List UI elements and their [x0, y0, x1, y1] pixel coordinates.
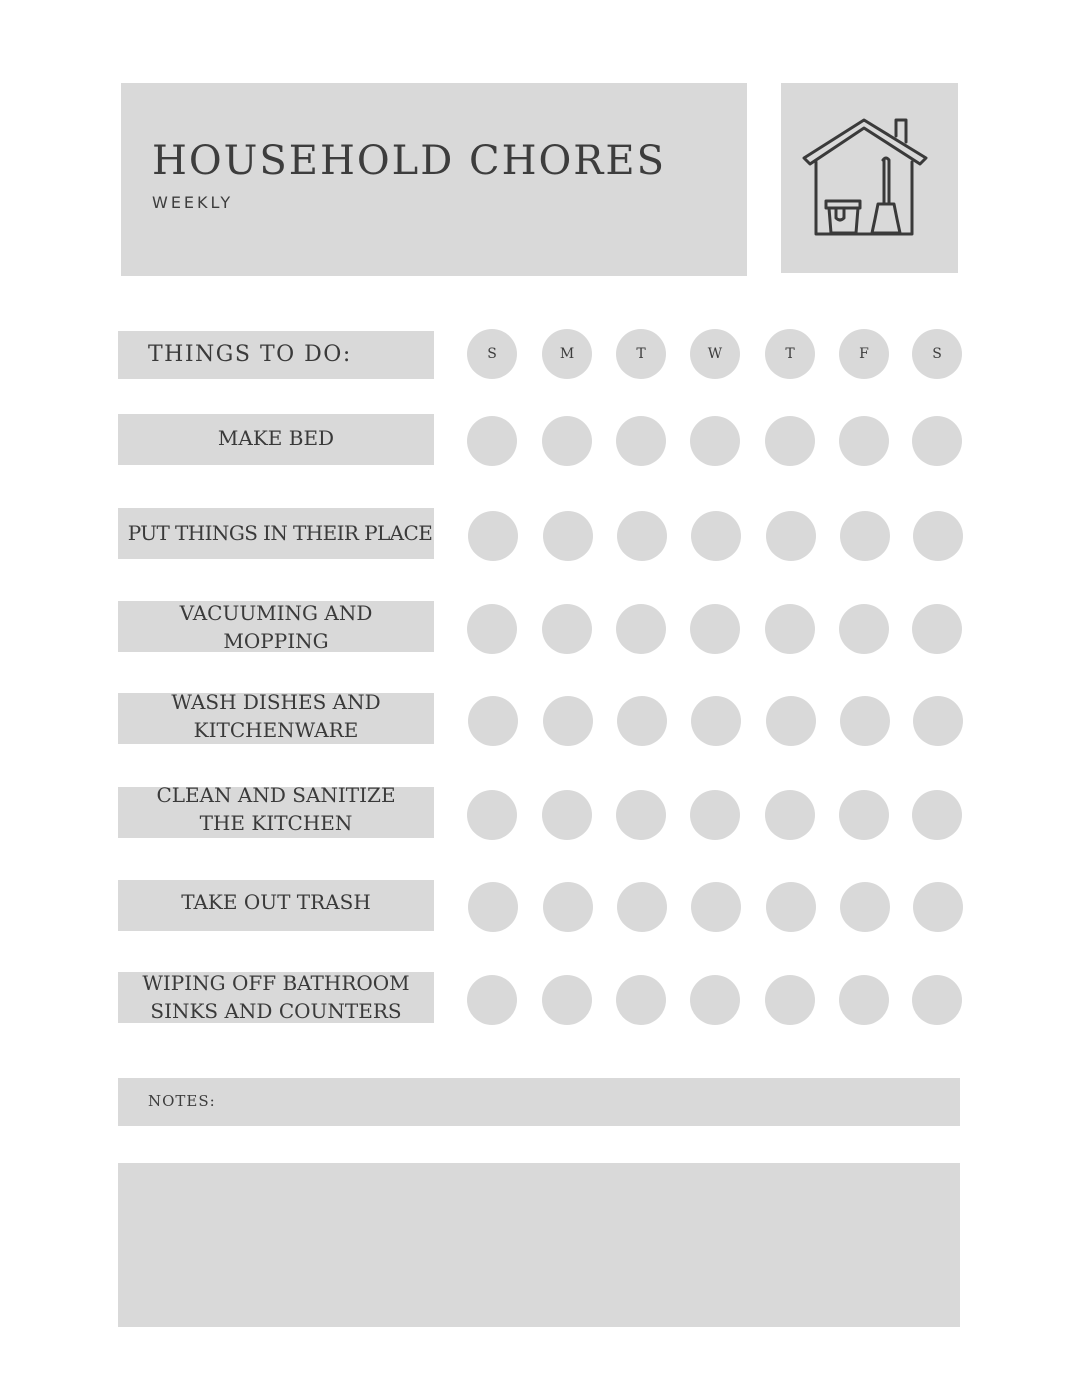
chore-checkbox[interactable] [839, 790, 889, 840]
day-header-6: S [912, 329, 962, 379]
chore-checkbox[interactable] [765, 790, 815, 840]
title-panel [121, 83, 747, 276]
chore-checkbox[interactable] [468, 696, 518, 746]
page-title: HOUSEHOLD CHORES [152, 138, 667, 184]
chore-checkbox[interactable] [839, 975, 889, 1025]
chore-checkbox[interactable] [691, 696, 741, 746]
chore-checkbox[interactable] [691, 511, 741, 561]
chore-name: MAKE BED [217, 426, 335, 450]
chore-checkbox[interactable] [543, 696, 593, 746]
chore-checkbox[interactable] [690, 416, 740, 466]
chore-name: PUT THINGS IN THEIR PLACE [127, 521, 433, 545]
chore-checkbox[interactable] [766, 696, 816, 746]
chore-checkbox[interactable] [543, 882, 593, 932]
chore-checkbox[interactable] [467, 790, 517, 840]
chore-label [118, 972, 434, 1023]
chore-checkbox[interactable] [543, 511, 593, 561]
chore-checkbox[interactable] [690, 604, 740, 654]
chore-label [118, 414, 434, 465]
chore-label [118, 601, 434, 652]
chore-checkbox[interactable] [765, 604, 815, 654]
chore-checkbox[interactable] [542, 975, 592, 1025]
chore-checkbox[interactable] [467, 416, 517, 466]
chore-name: WASH DISHES AND KITCHENWARE [171, 690, 381, 742]
chores-header-label [118, 331, 434, 379]
logo-panel [781, 83, 958, 273]
chore-checkbox[interactable] [840, 696, 890, 746]
chore-checkbox[interactable] [912, 416, 962, 466]
day-header-1: M [542, 329, 592, 379]
chore-checkbox[interactable] [616, 975, 666, 1025]
chore-checkbox[interactable] [912, 790, 962, 840]
notes-area[interactable] [118, 1163, 960, 1327]
notes-label: NOTES: [148, 1092, 216, 1110]
chore-checkbox[interactable] [691, 882, 741, 932]
day-header-4: T [765, 329, 815, 379]
chore-checkbox[interactable] [617, 882, 667, 932]
chore-checkbox[interactable] [913, 696, 963, 746]
chore-checkbox[interactable] [913, 511, 963, 561]
chore-checkbox[interactable] [616, 790, 666, 840]
chore-checkbox[interactable] [467, 975, 517, 1025]
chore-checkbox[interactable] [467, 604, 517, 654]
chore-checkbox[interactable] [542, 790, 592, 840]
day-header-0: S [467, 329, 517, 379]
chore-checkbox[interactable] [766, 511, 816, 561]
notes-header [118, 1078, 960, 1126]
day-header-5: F [839, 329, 889, 379]
chore-name: WIPING OFF BATHROOM SINKS AND COUNTERS [142, 971, 410, 1023]
chore-checkbox[interactable] [616, 604, 666, 654]
day-header-3: W [690, 329, 740, 379]
chore-name: VACUUMING AND MOPPING [179, 601, 373, 653]
chore-checkbox[interactable] [765, 416, 815, 466]
chore-checkbox[interactable] [913, 882, 963, 932]
day-header-2: T [616, 329, 666, 379]
chore-checkbox[interactable] [468, 882, 518, 932]
chore-checkbox[interactable] [616, 416, 666, 466]
chore-checkbox[interactable] [766, 882, 816, 932]
chore-label [118, 690, 434, 744]
house-cleaning-icon [800, 116, 930, 241]
chore-checkbox[interactable] [690, 975, 740, 1025]
chore-checkbox[interactable] [839, 604, 889, 654]
chore-checkbox[interactable] [617, 511, 667, 561]
chore-checkbox[interactable] [840, 882, 890, 932]
chore-checkbox[interactable] [542, 604, 592, 654]
chore-checkbox[interactable] [617, 696, 667, 746]
page-subtitle: WEEKLY [152, 193, 234, 212]
chore-checkbox[interactable] [542, 416, 592, 466]
chore-checkbox[interactable] [765, 975, 815, 1025]
chore-checkbox[interactable] [912, 975, 962, 1025]
chore-checkbox[interactable] [840, 511, 890, 561]
chore-label [118, 783, 434, 838]
chore-checkbox[interactable] [468, 511, 518, 561]
chore-name: CLEAN AND SANITIZE THE KITCHEN [156, 783, 396, 835]
chore-checkbox[interactable] [839, 416, 889, 466]
chore-checkbox[interactable] [690, 790, 740, 840]
chore-label [118, 880, 434, 931]
chore-name: TAKE OUT TRASH [181, 890, 371, 914]
chore-label [118, 508, 434, 559]
chores-header-text: THINGS TO DO: [148, 342, 352, 367]
chore-checkbox[interactable] [912, 604, 962, 654]
